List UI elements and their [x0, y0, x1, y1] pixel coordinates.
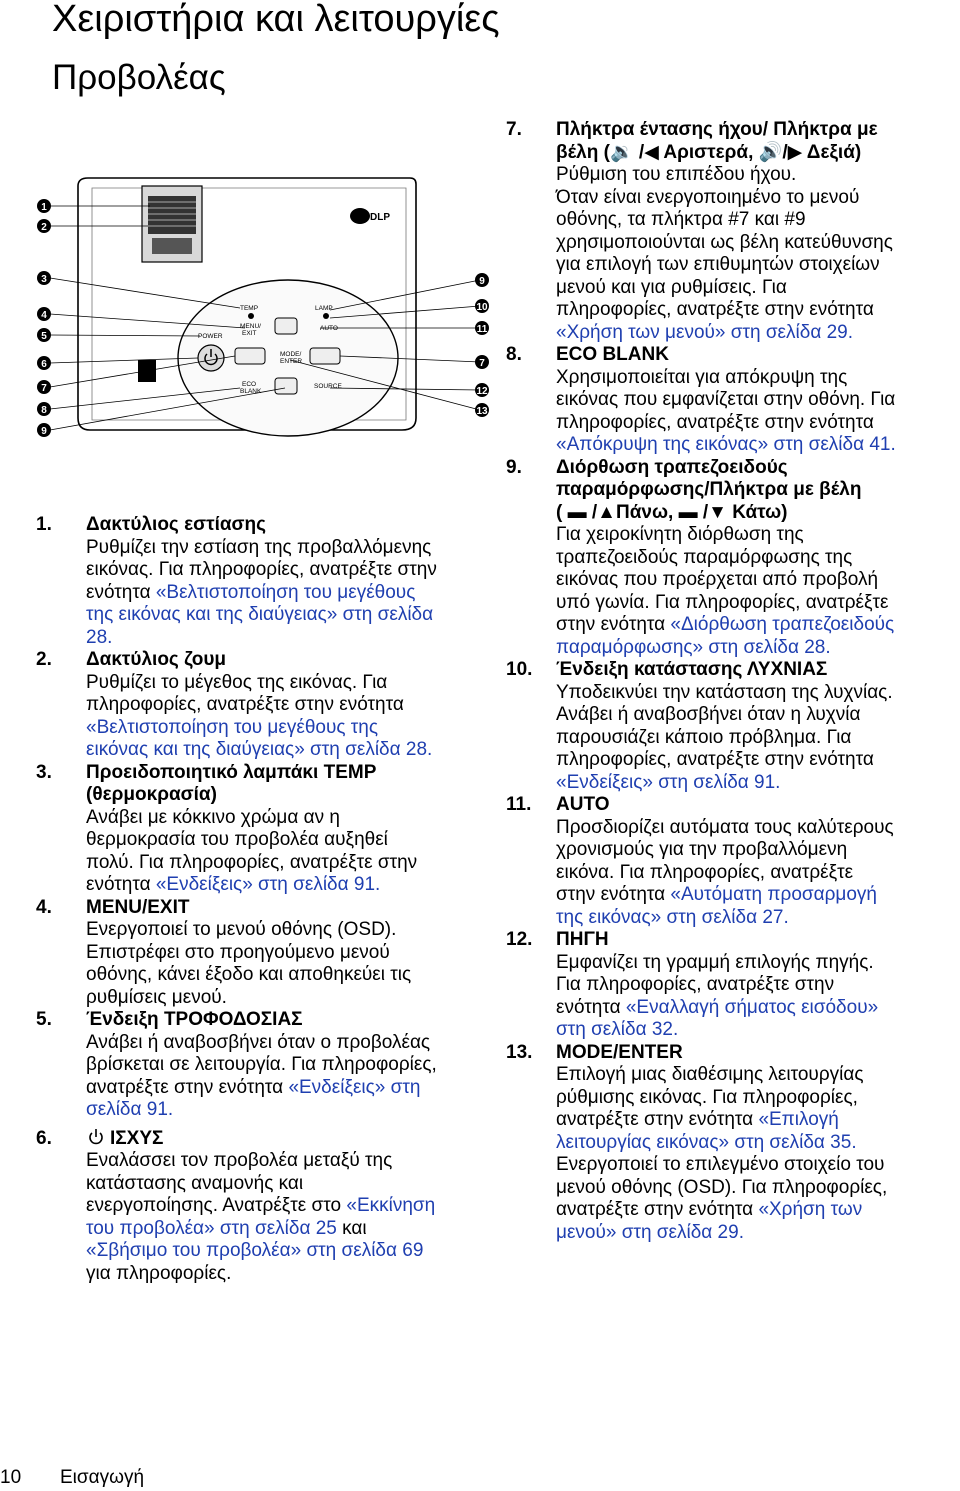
item-2: 2. Δακτύλιος ζουμ Ρυθμίζει το μέγεθος της εικόνας. Για πληροφορίες, ανατρέξτε στην ενότητα «Βελτιστοποίηση του μεγέθους της εικόνας και της διαύγειας» στη σελίδα 28.	[36, 649, 506, 762]
source-label: SOURCE	[314, 383, 342, 390]
svg-text:8: 8	[41, 405, 47, 416]
item-12: 12. ΠΗΓΗ Εμφανίζει τη γραμμή επιλογής πηγής. Για πληροφορίες, ανατρέξτε στην ενότητα «Εναλλαγή σήματος εισόδου» στη σελίδα 32.	[506, 929, 879, 1040]
item-11: 11. AUTO Προσδιορίζει αυτόματα τους καλύτερους χρονισμούς για την προβαλλόμενη εικόνα. Για πληροφορίες, ανατρέξτε στην ενότητα «Αυτόματη προσαρμογή της εικόνας» στη σελίδα 27.	[506, 794, 894, 928]
cross-ref-link[interactable]: «Εκκίνηση	[346, 1195, 436, 1216]
svg-text:6: 6	[41, 359, 47, 370]
svg-text:12: 12	[476, 386, 488, 397]
cross-ref-link[interactable]: «Χρήση των μενού» στη σελίδα 29.	[556, 321, 854, 343]
item-6: 6. ΙΣΧΥΣ Εναλάσσει τον προβολέα μεταξύ της κατάστασης αναμονής και ενεργοποίησης. Ανατρέξτε στο «Εκκίνηση του προβολέα» στη σελίδα 25 και «Σβήσιμο του προβολέα» στη σελίδα 69 για πληροφορίες.	[36, 1127, 436, 1284]
item-5: 5. Ένδειξη ΤΡΟΦΟΔΟΣΙΑΣ Ανάβει ή αναβοσβήνει όταν ο προβολέας βρίσκεται σε λειτουργία. Για πληροφορίες, ανατρέξτε στην ενότητα «Ενδείξεις» στη σελίδα 91.	[36, 1009, 437, 1120]
svg-text:13: 13	[476, 406, 488, 417]
svg-text:MENU/: MENU/	[240, 323, 261, 330]
item-8: 8. ECO BLANK Χρησιμοποιείται για απόκρυψη της εικόνας που εμφανίζεται στην οθόνη. Για πληροφορίες, ανατρέξτε στην ενότητα «Απόκρυψη της εικόνας» στη σελίδα 41.	[506, 344, 960, 457]
projector-figure	[30, 168, 500, 468]
right-arrow-icon: ▶	[787, 141, 803, 163]
up-arrow-icon: ▲	[597, 501, 616, 523]
svg-text:9: 9	[479, 276, 485, 287]
volume-down-icon: 🔉	[609, 141, 634, 163]
cross-ref-link[interactable]: «Διόρθωση τραπεζοειδούς	[670, 614, 895, 635]
svg-text:2: 2	[41, 222, 47, 233]
down-arrow-icon: ▼	[708, 501, 727, 523]
lamp-label: LAMP	[315, 305, 333, 312]
keystone-up-icon: ▬	[567, 501, 587, 523]
svg-text:3: 3	[41, 274, 47, 285]
item-3: 3. Προειδοποιητικό λαμπάκι TEMP (θερμοκρασία) Ανάβει με κόκκινο χρώμα αν η θερμοκρασία του προβολέα αυξηθεί πολύ. Για πληροφορίες, ανατρέξτε στην ενότητα «Ενδείξεις» στη σελίδα 91.	[36, 761, 418, 895]
item-title: Δακτύλιος εστίασης	[86, 514, 267, 535]
keystone-down-icon: ▬	[678, 501, 698, 523]
svg-text:EXIT: EXIT	[242, 330, 257, 337]
volume-up-icon: 🔊	[758, 141, 783, 163]
svg-text:7: 7	[479, 358, 485, 369]
left-column	[36, 514, 506, 1285]
svg-text:BLANK: BLANK	[240, 388, 262, 395]
svg-text:11: 11	[476, 324, 488, 335]
cross-ref-link[interactable]: «Χρήση των	[758, 1199, 863, 1220]
item-7: 7. Πλήκτρα έντασης ήχου/ Πλήκτρα με βέλη (🔉 /◀ Αριστερά, 🔊/▶ Δεξιά) Ρύθμιση του επιπέδου ήχου. Όταν είναι ενεργοποιημένο το μενού οθόνης, τα πλήκτρα #7 και #9 χρησιμοποιούνται ως βέλη κατεύθυνσης για επιλογή των επιθυμητών στοιχείων μενού και για ρυθμίσεις. Για πληροφορίες, ανατρέξτε στην ενότητα «Χρήση των μενού» στη σελίδα 29.	[506, 119, 960, 344]
cross-ref-link[interactable]: «Αυτόματη προσαρμογή	[670, 884, 877, 905]
right-column	[506, 119, 960, 1244]
cross-ref-link[interactable]: «Απόκρυψη της εικόνας» στη σελίδα 41.	[556, 434, 896, 455]
callouts-left	[37, 199, 51, 437]
cross-ref-link[interactable]: «Βελτιστοποίηση του μεγέθους	[155, 581, 416, 603]
page-number: 10	[0, 1467, 22, 1488]
dlp-logo: DLP	[370, 212, 390, 223]
svg-text:4: 4	[41, 310, 47, 321]
power-icon	[86, 1128, 106, 1146]
item-1: 1. Δακτύλιος εστίασης Ρυθμίζει την εστίαση της προβαλλόμενης εικόνας. Για πληροφορίες, ανατρέξτε στην ενότητα «Βελτιστοποίηση του μεγέθους της εικόνας και της διαύγειας» στη σελίδα 28.	[36, 514, 506, 649]
svg-text:MODE/: MODE/	[280, 351, 302, 358]
temp-label: TEMP	[240, 305, 259, 312]
page-footer	[0, 1467, 144, 1489]
cross-ref-link[interactable]: «Βελτιστοποίηση του μεγέθους της	[86, 716, 379, 738]
svg-text:ECO: ECO	[242, 381, 257, 388]
callouts-right	[475, 273, 489, 417]
svg-text:5: 5	[41, 331, 47, 342]
item-9: 9. Διόρθωση τραπεζοειδούς παραμόρφωσης/Πλήκτρα με βέλη ( ▬ /▲Πάνω, ▬ /▼ Κάτω) Για χειροκίνητη διόρθωση της τραπεζοειδούς παραμόρφωσης της εικόνας που προέρχεται από προβολή υπό γωνία. Για πληροφορίες, ανατρέξτε στην ενότητα «Διόρθωση τραπεζοειδούς παραμόρφωσης» στη σελίδα 28.	[506, 456, 895, 658]
lens-assembly	[142, 186, 202, 262]
svg-text:10: 10	[476, 302, 488, 313]
left-arrow-icon: ◀	[644, 141, 659, 163]
item-10: 10. Ένδειξη κατάστασης ΛΥΧΝΙΑΣ Υποδεικνύει την κατάσταση της λυχνίας. Ανάβει ή αναβοσβήνει όταν η λυχνία παρουσιάζει κάποιο πρόβλημα. Για πληροφορίες, ανατρέξτε στην ενότητα «Ενδείξεις» στη σελίδα 91.	[506, 659, 960, 794]
section-name: Εισαγωγή	[60, 1467, 145, 1488]
auto-label: AUTO	[320, 325, 338, 332]
cross-ref-link[interactable]: «Επιλογή	[758, 1109, 839, 1130]
cross-ref-link[interactable]: «Ενδείξεις» στη	[288, 1076, 421, 1098]
item-4: 4. MENU/EXIT Ενεργοποιεί το μενού οθόνης (OSD). Επιστρέφει στο προηγούμενο μενού οθόνης, κάνει έξοδο και αποθηκεύει τις ρυθμίσεις μενού.	[36, 896, 412, 1008]
cross-ref-link[interactable]: «Εναλλαγή σήματος εισόδου»	[625, 996, 879, 1018]
svg-text:1: 1	[41, 202, 47, 213]
svg-text:7: 7	[41, 383, 47, 394]
svg-text:ENTER: ENTER	[280, 358, 303, 365]
cross-ref-link[interactable]: «Ενδείξεις» στη σελίδα 91.	[556, 771, 781, 793]
cross-ref-link[interactable]: «Ενδείξεις» στη σελίδα 91.	[155, 874, 381, 895]
page-title: Χειριστήρια και λειτουργίες	[52, 0, 500, 40]
section-title: Προβολέας	[52, 58, 226, 97]
svg-text:9: 9	[41, 426, 47, 437]
item-13: 13. MODE/ENTER Επιλογή μιας διαθέσιμης λειτουργίας ρύθμισης εικόνας. Για πληροφορίες, ανατρέξτε στην ενότητα «Επιλογή λειτουργίας εικόνας» στη σελίδα 35. Ενεργοποιεί το επιλεγμένο στοιχείο του μενού οθόνης (OSD). Για πληροφορίες, ανατρέξτε στην ενότητα «Χρήση των μενού» στη σελίδα 29.	[506, 1041, 888, 1243]
power-label: POWER	[198, 333, 223, 340]
